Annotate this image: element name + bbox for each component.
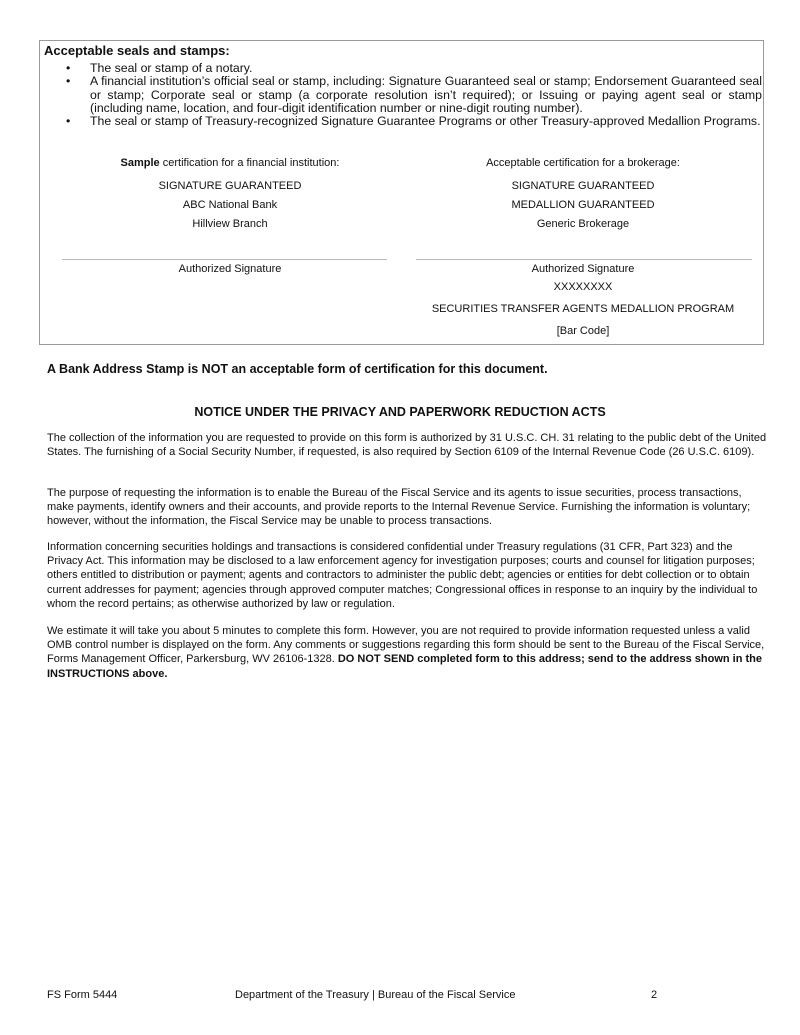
sample-line-1: SIGNATURE GUARANTEED: [158, 180, 302, 192]
notice-paragraph-4: We estimate it will take you about 5 minutes to complete this form. However, you are not required to provide information requested unless a valid OMB control number is displayed on the form. Any comments or suggestions regarding this form should be sent to the Bureau of the Fiscal Service, Forms Management Officer, Parkersburg, WV 26106-1328. DO NOT SEND completed form to this address; send to the address shown in the INSTRUCTIONS above.: [47, 625, 765, 680]
list-item: • The seal or stamp of a notary.: [66, 61, 253, 75]
acceptable-seals-box: [39, 40, 764, 345]
brokerage-label: Acceptable certification for a brokerage:: [486, 157, 680, 169]
notice-paragraph-1: The collection of the information you are requested to provide on this form is authorized by 31 U.S.C. CH. 31 relating to the public debt of the United States. The furnishing of a Social Security Number, if requested, is also required by Section 6109 of the Internal Revenue Code (26 U.S.C. 6109).: [47, 432, 767, 459]
bullet-icon: •: [66, 74, 71, 89]
sample-signature-line: [62, 259, 387, 260]
bank-stamp-warning: A Bank Address Stamp is NOT an acceptable form of certification for this document.: [47, 362, 548, 376]
list-item: • The seal or stamp of Treasury-recognized Signature Guarantee Programs or other Treasury-approved Medallion Programs.: [66, 114, 761, 129]
sample-certification: [40, 41, 420, 341]
brokerage-signature-label: Authorized Signature: [531, 263, 635, 275]
brokerage-line-1: SIGNATURE GUARANTEED: [511, 180, 655, 192]
list-item: • A financial institution’s official seal or stamp, including: Signature Guaranteed seal or stamp; Endorsement Guaranteed seal or stamp; Corporate seal or stamp (a corporate resolution isn’t required); or Issuing or paying agent seal or stamp (including name, location, and four-digit identification number or nine-digit routing number).: [66, 74, 762, 115]
brokerage-certification: [400, 41, 766, 341]
footer-form-number: FS Form 5444: [47, 989, 118, 1001]
bullet-icon: •: [66, 114, 71, 129]
notice-paragraph-3: Information concerning securities holdings and transactions is considered confidential under Treasury regulations (31 CFR, Part 323) and the Privacy Act. This information may be disclosed to a law enforcement agency for investigation purposes; courts and counsel for litigation purposes; others entitled to distribution or payment; agents and contractors to administer the public debt; agencies or entities for debt collection or to obtain current addresses for payment; agencies through approved computer matches; Congressional offices in response to an inquiry by the individual to whom the record pertains; as otherwise authorized by law or regulation.: [47, 541, 758, 610]
brokerage-program: SECURITIES TRANSFER AGENTS MEDALLION PROGRAM: [431, 303, 735, 315]
seals-title: Acceptable seals and stamps:: [44, 43, 230, 58]
notice-paragraph-2: The purpose of requesting the information is to enable the Bureau of the Fiscal Service and its agents to issue securities, process transactions, make payments, identify owners and their accounts, and provide reports to the Internal Revenue Service. Furnishing the information is voluntary; however, without the information, the Fiscal Service may be unable to process transactions.: [47, 487, 751, 528]
sample-line-3: Hillview Branch: [192, 218, 268, 230]
sample-label: Sample certification for a financial institution:: [120, 157, 340, 169]
sample-signature-label: Authorized Signature: [178, 263, 282, 275]
brokerage-barcode: [Bar Code]: [556, 325, 610, 337]
bullet-icon: •: [66, 61, 71, 75]
footer-agency: Department of the Treasury | Bureau of the Fiscal Service: [235, 989, 516, 1001]
brokerage-code: XXXXXXXX: [553, 281, 613, 293]
notice-title: NOTICE UNDER THE PRIVACY AND PAPERWORK REDUCTION ACTS: [194, 405, 606, 419]
brokerage-signature-line: [416, 259, 752, 260]
brokerage-line-3: Generic Brokerage: [536, 218, 630, 230]
footer-page-number: 2: [651, 989, 658, 1001]
brokerage-line-2: MEDALLION GUARANTEED: [511, 199, 655, 211]
sample-line-2: ABC National Bank: [182, 199, 278, 211]
